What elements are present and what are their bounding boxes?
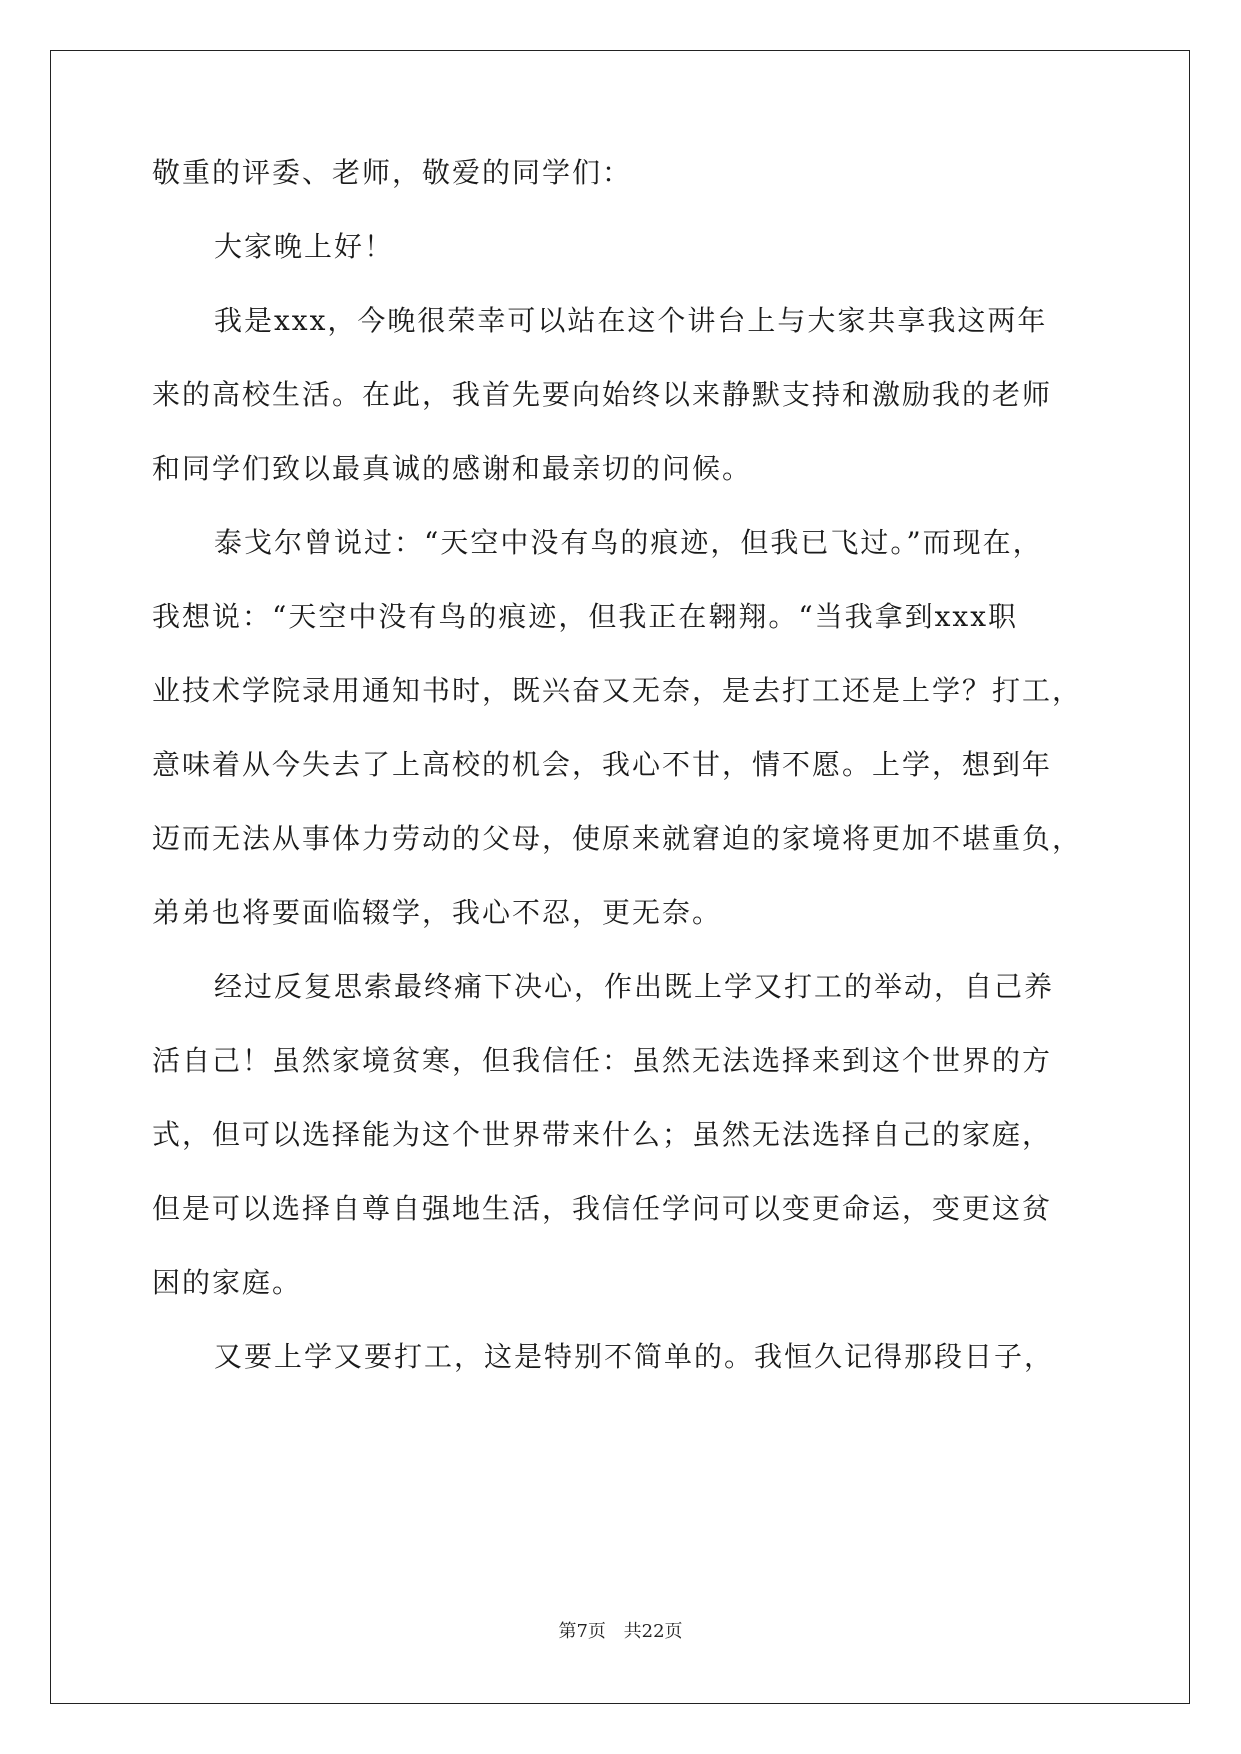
text-line: 式，但可以选择能为这个世界带来什么；虽然无法选择自己的家庭， [152, 1118, 1053, 1151]
text-line: 经过反复思索最终痛下决心，作出既上学又打工的举动，自己养 [214, 970, 1055, 1003]
text-line: 泰戈尔曾说过：“天空中没有鸟的痕迹，但我已飞过。”而现在， [214, 526, 1043, 559]
text-line: 和同学们致以最真诚的感谢和最亲切的问候。 [152, 452, 753, 485]
page-footer [0, 1620, 1241, 1644]
text-line: 我是xxx，今晚很荣幸可以站在这个讲台上与大家共享我这两年 [214, 304, 1048, 337]
page-total: 共22页 [623, 1621, 683, 1642]
greeting-line: 大家晚上好！ [214, 230, 395, 263]
text-line: 弟弟也将要面临辍学，我心不忍，更无奈。 [152, 896, 723, 929]
text-line: 但是可以选择自尊自强地生活，我信任学问可以变更命运，变更这贫 [152, 1192, 1053, 1225]
text-line: 迈而无法从事体力劳动的父母，使原来就窘迫的家境将更加不堪重负， [152, 822, 1083, 855]
text-line: 又要上学又要打工，这是特别不简单的。我恒久记得那段日子， [214, 1340, 1055, 1373]
text-line: 困的家庭。 [152, 1266, 303, 1299]
page-number: 第7页 [558, 1621, 606, 1642]
text-line: 我想说：“天空中没有鸟的痕迹，但我正在翱翔。“当我拿到xxx职 [152, 600, 1019, 633]
text-line: 意味着从今失去了上高校的机会，我心不甘，情不愿。上学，想到年 [152, 748, 1053, 781]
page-border [50, 50, 1190, 1704]
salutation-line: 敬重的评委、老师，敬爱的同学们： [152, 156, 633, 189]
text-line: 业技术学院录用通知书时，既兴奋又无奈，是去打工还是上学？打工， [152, 674, 1083, 707]
text-line: 活自己！虽然家境贫寒，但我信任：虽然无法选择来到这个世界的方 [152, 1044, 1053, 1077]
text-line: 来的高校生活。在此，我首先要向始终以来静默支持和激励我的老师 [152, 378, 1053, 411]
